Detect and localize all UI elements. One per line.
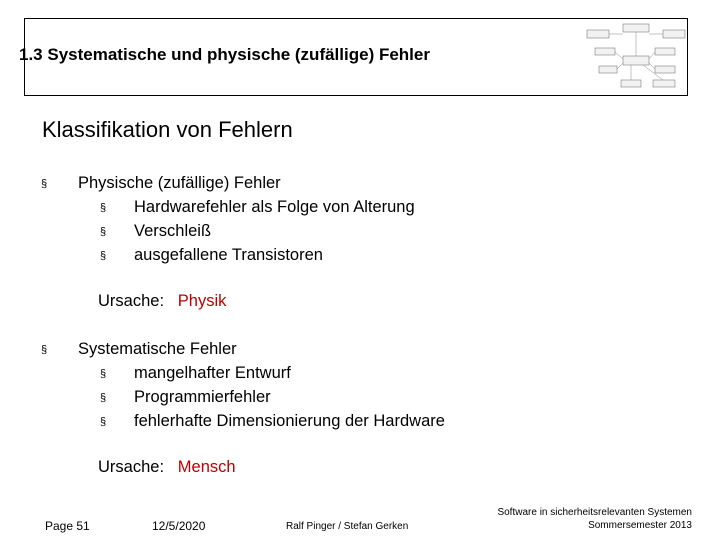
footer-course [497,506,692,532]
section-subtitle: Klassifikation von Fehlern [42,117,293,142]
cause-value: Mensch [177,458,236,476]
diagram-thumbnail [585,22,687,92]
cause-value: Physik [177,292,227,310]
list-item: ausgefallene Transistoren [134,246,323,264]
cause-label: Ursache: [98,292,165,310]
list-item: fehlerhafte Dimensionierung der Hardware [134,412,445,430]
footer-authors: Ralf Pinger / Stefan Gerken [286,521,409,532]
bullet-icon: § [100,416,107,428]
footer-course-title: Software in sicherheitsrelevanten Systemen [497,507,692,518]
bullet-icon: § [41,178,48,190]
footer-date: 12/5/2020 [152,519,206,533]
bullet-icon: § [100,226,107,238]
list-item: Programmierfehler [134,388,271,406]
bullet-icon: § [41,344,48,356]
list-item: Verschleiß [134,222,212,240]
section-heading-systematic: Systematische Fehler [78,340,237,358]
bullet-icon: § [100,202,107,214]
slide-title: 1.3 Systematische und physische (zufällige) Fehler [19,45,430,64]
cause-physical [98,292,226,311]
page-number: Page 51 [45,519,90,533]
cause-label: Ursache: [98,458,165,476]
cause-systematic [98,458,236,477]
bullet-icon: § [100,250,107,262]
list-item: mangelhafter Entwurf [134,364,291,382]
section-heading-physical: Physische (zufällige) Fehler [78,174,281,192]
list-item: Hardwarefehler als Folge von Alterung [134,198,415,216]
bullet-icon: § [100,392,107,404]
footer-semester: Sommersemester 2013 [588,520,692,531]
bullet-icon: § [100,368,107,380]
